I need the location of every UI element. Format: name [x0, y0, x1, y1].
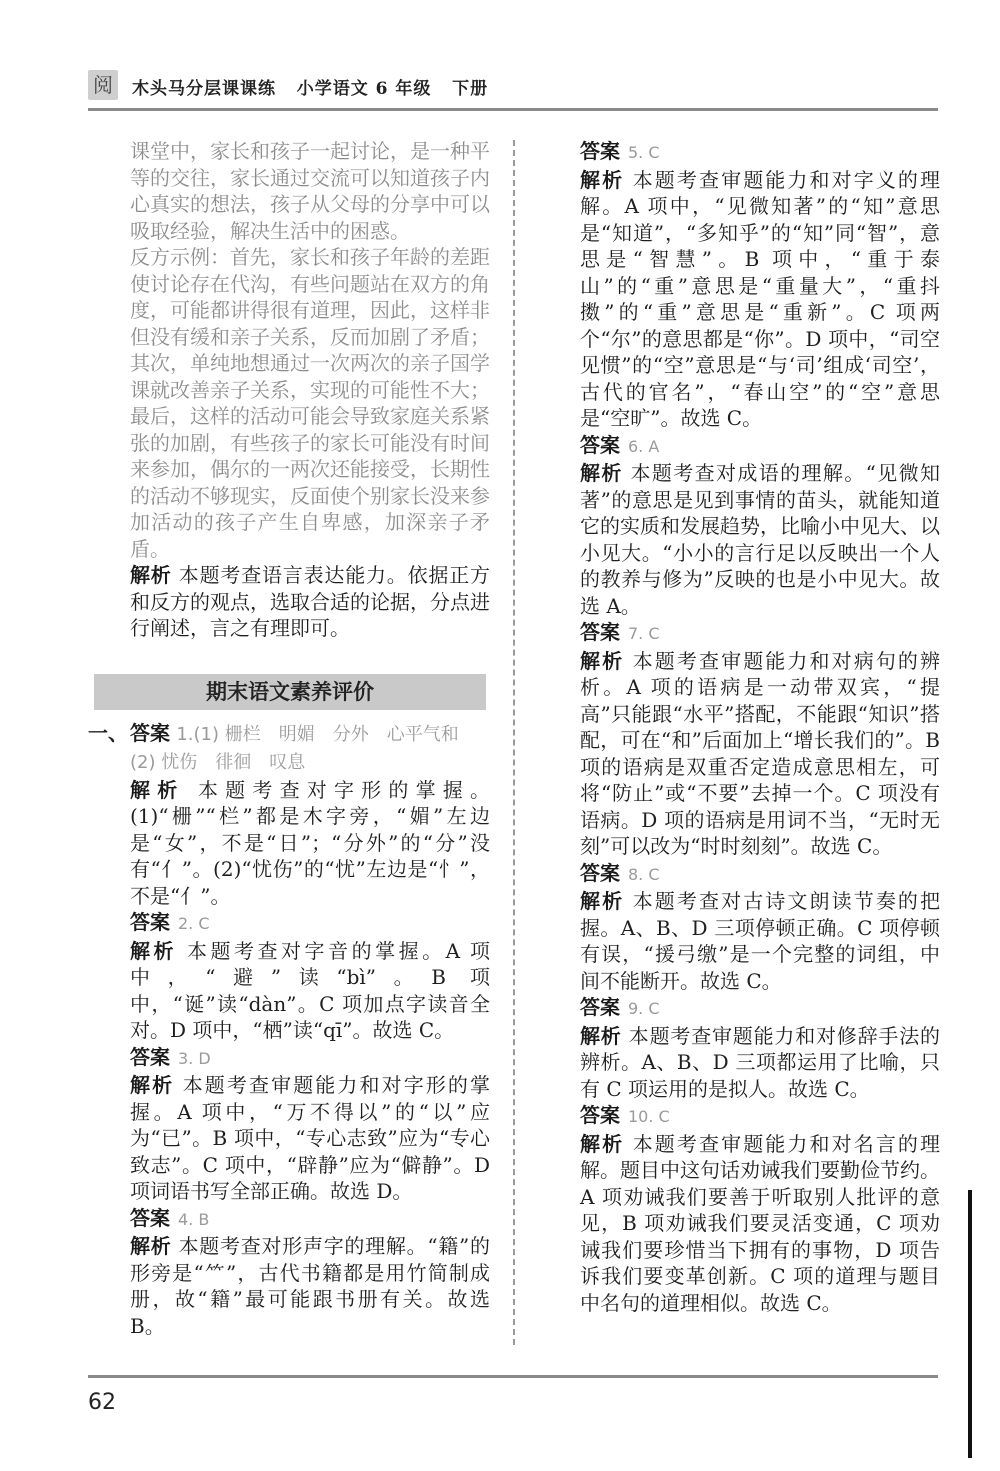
- answer-row: [580, 138, 940, 167]
- question-6: [580, 432, 940, 620]
- book-logo-icon: 阅: [88, 70, 118, 100]
- intro-paragraph: 课堂中，家长和孩子一起讨论，是一种平等的交往，家长通过交流可以知道孩子内心真实的想法，孩子从父母的分享中可以吸取经验，解决生活中的困惑。: [130, 139, 490, 243]
- answer-value-line-1: 1.(1) 栅栏 明媚 分外 心平气和: [176, 723, 459, 745]
- analysis-label: 解析: [130, 1234, 172, 1258]
- question-10: [580, 1102, 940, 1316]
- analysis-text: 本题考查审题能力和对字形的掌握。A 项中，“万不得以”的“以”应为“已”。B 项中，“专心志致”应为“专心致志”。C 项中，“辟静”应为“僻静”。D 项词语书写全部正确。故选 D。: [130, 1073, 491, 1203]
- analysis-text: 本题考查对成语的理解。“见微知著”的意思是见到事情的苗头，就能知道它的实质和发展趋势，比喻小中见大、以小见大。“小小的言行足以反映出一个人的教养与修为”反映的也是小中见大。故选 A。: [580, 461, 941, 618]
- analysis-text: 本题考查审题能力和对病句的辨析。A 项的语病是一动带双宾，“提高”只能跟“水平”搭配，不能跟“知识”搭配，可在“和”后面加上“增长我们的”。B 项的语病是双重否定造成意思相左，可将“防止”或“不要”去掉一个。C 项没有语病。D 项的语病是用词不当，“无时无刻”可以改为“时时刻刻”。故选 C。: [580, 648, 941, 858]
- answer-value: 7. C: [628, 624, 660, 643]
- answer-row: [130, 720, 490, 749]
- answer-value: 4. B: [178, 1209, 210, 1229]
- answer-row-2: [130, 748, 490, 777]
- analysis-block: [130, 777, 490, 910]
- analysis-text: 本题考查对字形的掌握。(1)“栅”“栏”都是木字旁，“媚”左边是“女”，不是“日”；“分外”的“分”没有“亻”。(2)“忧伤”的“忧”左边是“忄”，不是“亻”。: [130, 777, 490, 908]
- answer-label: 答案: [580, 139, 620, 163]
- question-3: [130, 1044, 490, 1205]
- footer-rule: [88, 1375, 938, 1378]
- answer-row: [580, 619, 940, 648]
- answer-label: 答案: [580, 620, 620, 644]
- analysis-text: 本题考查审题能力和对名言的理解。题目中这句话劝诫我们要勤俭节约。A 项劝诫我们要善于听取别人批评的意见，B 项劝诫我们要灵活变通，C 项劝诫我们要珍惜当下拥有的事物，D 项告诉我们要变革创新。C 项的道理与题目中名句的道理相似。故选 C。: [580, 1131, 941, 1315]
- answer-label: 答案: [130, 720, 170, 745]
- answer-label: 答案: [130, 1205, 170, 1230]
- analysis-block: [130, 1233, 490, 1339]
- analysis-label: 解析: [130, 1073, 175, 1097]
- page-number: 62: [88, 1390, 116, 1415]
- question-4: [130, 1205, 490, 1340]
- analysis-label: 解析: [580, 1131, 625, 1156]
- analysis-text: 本题考查审题能力和对修辞手法的辨析。A、B、D 三项都运用了比喻，只有 C 项运用的是拟人。故选 C。: [580, 1023, 941, 1101]
- question-9: [580, 994, 940, 1102]
- analysis-block: [580, 1131, 940, 1317]
- answer-value: 2. C: [178, 914, 210, 933]
- analysis-block: [580, 888, 940, 994]
- answer-label: 答案: [130, 910, 170, 934]
- analysis-label: 解析: [580, 461, 623, 485]
- analysis-label: 解析: [130, 563, 172, 587]
- analysis-block: [130, 562, 490, 642]
- analysis-label: 解析: [130, 777, 185, 802]
- answer-row: [130, 1205, 490, 1234]
- right-column: [580, 138, 940, 1316]
- section-title: 期末语文素养评价: [94, 674, 486, 710]
- analysis-block: [580, 648, 940, 860]
- analysis-block: [130, 1072, 490, 1205]
- answer-row: [130, 1044, 490, 1073]
- analysis-text: 本题考查审题能力和对字义的理解。A 项中，“见微知著”的“知”意思是“知道”，“多知乎”的“知”同“智”，意思是“智慧”。B 项中，“重于泰山”的“重”意思是“重量大”，“重抖擞”的“重”意思是“重新”。C 项两个“尔”的意思都是“你”。D 项中，“司空见惯”的“空”意思是“与‘司’组成‘司空’，古代的官名”，“春山空”的“空”意思是“空旷”。故选 C。: [580, 167, 941, 430]
- counter-paragraph: 反方示例：首先，家长和孩子年龄的差距使讨论存在代沟，有些问题站在双方的角度，可能都讲得很有道理，因此，这样非但没有缓和亲子关系，反而加剧了矛盾；其次，单纯地想通过一次两次的亲子国学课就改善亲子关系，实现的可能性不大；最后，这样的活动可能会导致家庭关系紧张的加剧，有些孩子的家长可能没有时间来参加，偶尔的一两次还能接受，长期性的活动不够现实，反面使个别家长没来参加活动的孩子产生自卑感，加深亲子矛盾。: [130, 245, 490, 561]
- analysis-block: [580, 460, 940, 619]
- answer-label: 答案: [580, 995, 620, 1019]
- analysis-text: 本题考查对形声字的理解。“籍”的形旁是“⺮”，古代书籍都是用竹简制成册，故“籍”最可能跟书册有关。故选 B。: [130, 1234, 491, 1338]
- answer-row: [130, 909, 490, 938]
- answer-value: 10. C: [628, 1107, 670, 1126]
- analysis-label: 解析: [580, 648, 625, 673]
- question-5: [580, 138, 940, 432]
- header-title: 木头马分层课课练 小学语文 6 年级 下册: [132, 79, 489, 99]
- answer-value: 6. A: [628, 436, 660, 456]
- analysis-text: 本题考查对古诗文朗读节奏的把握。A、B、D 三项停顿正确。C 项停顿有误，“援弓缴”是一个完整的词组，中间不能断开。故选 C。: [580, 889, 941, 993]
- answer-row: [580, 1102, 940, 1131]
- question-7: [580, 619, 940, 860]
- analysis-label: 解析: [580, 167, 625, 192]
- column-divider: [513, 140, 515, 1345]
- answer-value-line-2: (2) 忧伤 徘徊 叹息: [130, 752, 306, 773]
- question-2: [130, 909, 490, 1044]
- answer-value: 3. D: [178, 1048, 211, 1068]
- page-header: [88, 68, 938, 111]
- analysis-block: [130, 938, 490, 1044]
- analysis-label: 解析: [580, 889, 625, 913]
- answer-value: 9. C: [628, 999, 660, 1018]
- part-number: 一、: [88, 720, 128, 745]
- page-edge-mark: [968, 1190, 972, 1458]
- answer-label: 答案: [130, 1044, 170, 1069]
- question-8: [580, 860, 940, 995]
- answer-label: 答案: [580, 432, 620, 457]
- answer-row: [580, 994, 940, 1023]
- analysis-text: 本题考查语言表达能力。依据正方和反方的观点，选取合适的论据，分点进行阐述，言之有理即可。: [130, 563, 491, 640]
- analysis-label: 解析: [580, 1023, 622, 1048]
- answer-row: [580, 432, 940, 461]
- analysis-block: [580, 1023, 940, 1103]
- question-1: [88, 720, 490, 910]
- analysis-block: [580, 167, 940, 432]
- answer-row: [580, 860, 940, 889]
- answer-label: 答案: [580, 860, 620, 885]
- answer-value: 8. C: [628, 864, 660, 884]
- analysis-text: 本题考查对字音的掌握。A 项中，“避”读“bì”。B 项中，“诞”读“dàn”。C 项加点字读音全对。D 项中，“栖”读“qī”。故选 C。: [130, 938, 491, 1042]
- answer-label: 答案: [580, 1103, 620, 1127]
- left-column: [88, 138, 491, 1339]
- answer-value: 5. C: [628, 143, 660, 162]
- analysis-label: 解析: [130, 938, 178, 963]
